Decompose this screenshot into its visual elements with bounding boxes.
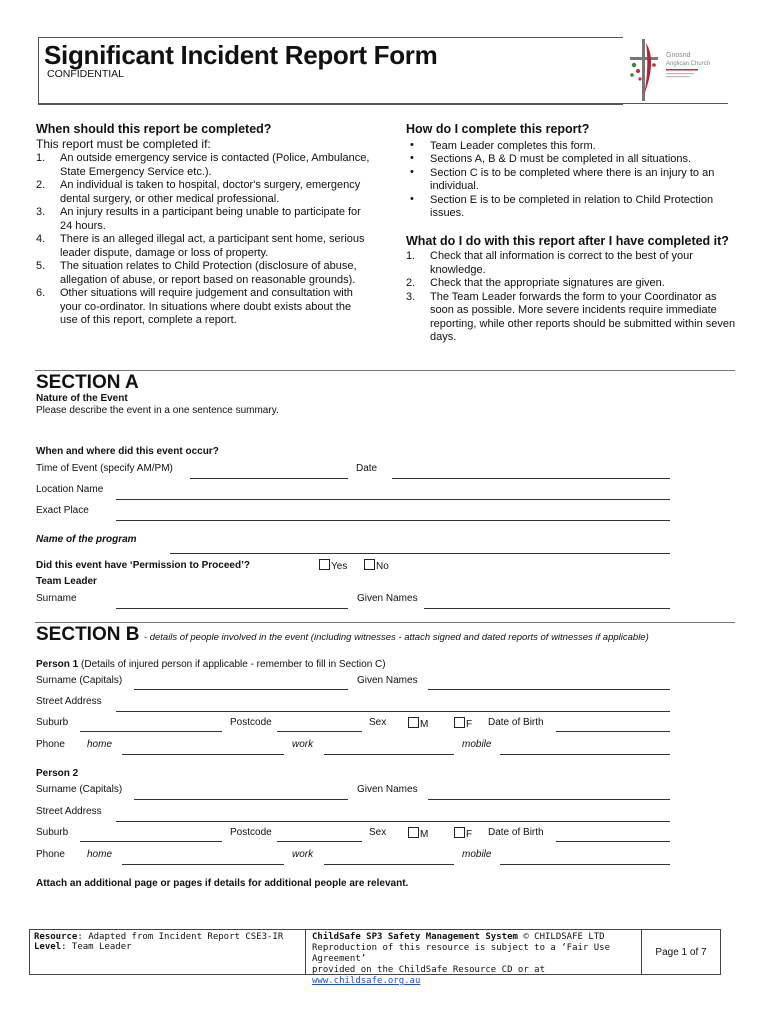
f-label: F — [466, 719, 473, 730]
how-list — [406, 140, 736, 221]
p1-dob-field[interactable] — [556, 731, 670, 732]
how-heading: How do I complete this report? — [406, 122, 590, 136]
p1-postcode-field[interactable] — [277, 731, 362, 732]
after-heading: What do I do with this report after I have completed it? — [406, 233, 729, 248]
exact-place-field[interactable] — [116, 520, 670, 521]
no-checkbox[interactable] — [364, 559, 375, 570]
list-item: Check that all information is correct to the best of your knowledge. — [430, 250, 693, 276]
surname-field[interactable] — [116, 608, 348, 609]
time-field[interactable] — [190, 478, 348, 479]
list-number: 4. — [36, 233, 46, 245]
p2-mobile-field[interactable] — [500, 864, 670, 865]
section-b-header — [36, 624, 649, 646]
level-value: : Team Leader — [61, 942, 132, 952]
p1-dob-label: Date of Birth — [488, 717, 544, 728]
m-label: M — [420, 719, 429, 730]
surname-label: Surname — [36, 593, 77, 604]
bullet-icon: • — [410, 192, 414, 205]
p1-f-checkbox[interactable] — [454, 717, 465, 728]
section-a-rule — [35, 370, 735, 371]
page-number: Page 1 of 7 — [655, 946, 707, 958]
p2-home-field[interactable] — [122, 864, 284, 865]
yes-checkbox[interactable] — [319, 559, 330, 570]
date-label: Date — [356, 463, 378, 474]
m-label: M — [420, 829, 429, 840]
exact-place-label: Exact Place — [36, 505, 89, 516]
list-item: Section E is to be completed in relation to Child Protection issues. — [430, 193, 714, 219]
p1-phone-label: Phone — [36, 739, 65, 750]
p1-street-field[interactable] — [116, 711, 670, 712]
p1-mobile-field[interactable] — [500, 754, 670, 755]
when-where-label: When and where did this event occur? — [36, 446, 219, 457]
bullet-icon: • — [410, 165, 414, 178]
list-number: 2. — [36, 179, 46, 191]
list-number: 6. — [36, 287, 46, 299]
list-number: 1. — [36, 152, 46, 164]
list-item: There is an alleged illegal act, a participant sent home, serious leader dispute, damage or loss of property. — [60, 233, 365, 259]
location-field[interactable] — [116, 499, 670, 500]
p2-work-label: work — [292, 849, 314, 860]
f-label: F — [466, 829, 473, 840]
repro-line-2: provided on the ChildSafe Resource CD or at — [312, 965, 545, 975]
p1-home-field[interactable] — [122, 754, 284, 755]
when-heading: When should this report be completed? — [36, 122, 272, 136]
p2-suburb-field[interactable] — [80, 841, 222, 842]
p2-m-option[interactable] — [408, 827, 428, 840]
bullet-icon: • — [410, 138, 414, 151]
p2-postcode-field[interactable] — [277, 841, 362, 842]
childsafe-link[interactable]: www.childsafe.org.au — [312, 976, 421, 986]
p2-dob-label: Date of Birth — [488, 827, 544, 838]
list-number: 3. — [36, 206, 46, 218]
person1-note: (Details of injured person if applicable - remember to fill in Section C) — [78, 659, 386, 670]
list-item: Sections A, B & D must be completed in all situations. — [430, 153, 692, 165]
form-title: Significant Incident Report Form — [44, 40, 438, 70]
person2-title: Person 2 — [36, 768, 79, 779]
p1-surname-field[interactable] — [134, 689, 348, 690]
no-option[interactable] — [364, 559, 389, 572]
after-list — [406, 250, 736, 345]
p2-sex-label: Sex — [369, 827, 387, 838]
p1-surname-label: Surname (Capitals) — [36, 675, 123, 686]
list-item: Section C is to be completed where there is an injury to an individual. — [430, 166, 715, 192]
list-item: Other situations will require judgement and consultation with your co-ordinator. In situations where doubt exists about the use of this report, complete a report. — [60, 287, 353, 326]
system-name: ChildSafe SP3 Safety Management System — [312, 932, 518, 942]
p2-mobile-label: mobile — [462, 849, 492, 860]
no-label: No — [376, 561, 389, 572]
p2-f-checkbox[interactable] — [454, 827, 465, 838]
logo-text-1: Gnosnd — [666, 52, 691, 59]
team-leader-label: Team Leader — [36, 576, 97, 587]
p2-surname-label: Surname (Capitals) — [36, 784, 123, 795]
given-names-field[interactable] — [424, 608, 670, 609]
list-item: Team Leader completes this form. — [430, 139, 596, 152]
p1-suburb-label: Suburb — [36, 717, 69, 728]
header-rule — [38, 103, 728, 104]
p1-f-option[interactable] — [454, 717, 472, 730]
list-item: Check that the appropriate signatures are given. — [430, 277, 665, 289]
list-number: 5. — [36, 260, 46, 272]
p2-m-checkbox[interactable] — [408, 827, 419, 838]
location-label: Location Name — [36, 484, 104, 495]
p2-dob-field[interactable] — [556, 841, 670, 842]
p1-mobile-label: mobile — [462, 739, 492, 750]
program-label: Name of the program — [36, 534, 137, 545]
p2-suburb-label: Suburb — [36, 827, 69, 838]
bullet-icon: • — [410, 152, 414, 164]
list-item: An injury results in a participant being unable to participate for 24 hours. — [60, 206, 361, 232]
how-column — [406, 123, 736, 345]
time-label: Time of Event (specify AM/PM) — [36, 463, 173, 474]
yes-option[interactable] — [319, 559, 347, 572]
p2-given-label: Given Names — [357, 784, 418, 795]
footer-resource-cell — [30, 930, 306, 974]
confidential-label: CONFIDENTIAL — [47, 68, 125, 80]
p1-given-field[interactable] — [428, 689, 670, 690]
when-list — [36, 152, 371, 328]
p2-postcode-label: Postcode — [230, 827, 272, 838]
resource-value: : Adapted from Incident Report CSE3-IR — [77, 932, 284, 942]
attach-note: Attach an additional page or pages if details for additional people are relevant. — [36, 878, 409, 889]
level-label: Level — [34, 942, 62, 952]
p1-suburb-field[interactable] — [80, 731, 222, 732]
p2-surname-field[interactable] — [134, 799, 348, 800]
permission-label: Did this event have ‘Permission to Proceed’? — [36, 560, 250, 571]
yes-label: Yes — [331, 561, 348, 572]
section-b-subtitle: - details of people involved in the event (including witnesses - attach signed and dated reports of witnesses if applicable) — [143, 632, 649, 643]
list-number: 3. — [406, 290, 416, 303]
p1-m-checkbox[interactable] — [408, 717, 419, 728]
p1-sex-label: Sex — [369, 717, 387, 728]
list-item: The situation relates to Child Protection (disclosure of abuse, allegation of abuse, or report based on reasonable grounds). — [60, 260, 357, 286]
p2-work-field[interactable] — [324, 864, 454, 865]
resource-label: Resource — [34, 932, 78, 942]
person1-title: Person 1 — [36, 659, 79, 670]
list-item: The Team Leader forwards the form to your Coordinator as soon as possible. More severe incidents require immediate reporting, while other reports should be submitted within seven days. — [430, 290, 736, 343]
p1-m-option[interactable] — [408, 717, 428, 730]
nature-label: Nature of the Event — [36, 393, 128, 404]
p2-street-label: Street Address — [36, 806, 102, 817]
when-intro: This report must be completed if: — [36, 136, 211, 151]
list-item: An outside emergency service is contacted (Police, Ambulance, State Emergency Service etc.). — [60, 152, 370, 178]
list-number: 2. — [406, 277, 416, 289]
p2-street-field[interactable] — [116, 821, 670, 822]
logo-text-2: Anglican Church — [666, 61, 711, 67]
list-item: An individual is taken to hospital, doctor's surgery, emergency dental surgery, or other medical professional. — [60, 179, 361, 205]
footer-system-cell — [306, 930, 642, 986]
p1-home-label: home — [87, 739, 113, 750]
list-number: 1. — [406, 250, 416, 262]
p1-street-label: Street Address — [36, 696, 102, 707]
section-b-rule — [35, 622, 735, 623]
repro-line-1: Reproduction of this resource is subject to a ‘Fair Use Agreement’ — [312, 943, 611, 964]
given-names-label: Given Names — [357, 593, 418, 604]
program-field[interactable] — [170, 553, 670, 554]
church-logo — [626, 35, 730, 105]
footer-table — [29, 929, 721, 986]
copyright: © CHILDSAFE LTD — [517, 932, 605, 942]
p1-work-field[interactable] — [324, 754, 454, 755]
p2-phone-label: Phone — [36, 849, 65, 860]
section-b-title: SECTION B — [36, 624, 140, 645]
p2-f-option[interactable] — [454, 827, 472, 840]
nature-desc: Please describe the event in a one sentence summary. — [36, 405, 279, 416]
p1-work-label: work — [292, 739, 314, 750]
date-field[interactable] — [392, 478, 670, 479]
person1-label — [36, 659, 386, 670]
p2-home-label: home — [87, 849, 113, 860]
p1-postcode-label: Postcode — [230, 717, 272, 728]
when-column — [36, 123, 371, 328]
p1-given-label: Given Names — [357, 675, 418, 686]
section-a-title: SECTION A — [36, 372, 139, 393]
p2-given-field[interactable] — [428, 799, 670, 800]
